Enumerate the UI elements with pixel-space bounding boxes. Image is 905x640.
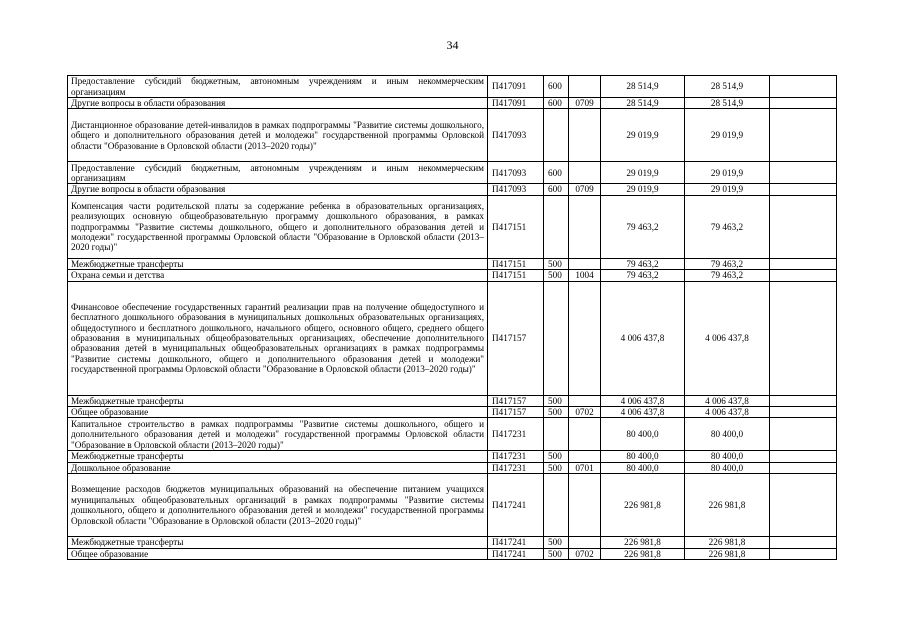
table-row: [68, 281, 837, 395]
row-amount-3: [770, 258, 837, 269]
row-target-code: П417231: [488, 451, 544, 462]
row-section-code: [569, 76, 601, 98]
row-expense-type: 600: [544, 162, 569, 184]
row-name: Межбюджетные трансферты: [68, 451, 488, 462]
row-amount-3: [770, 474, 837, 537]
row-amount-2: 80 400,0: [685, 451, 770, 462]
row-section-code: [569, 418, 601, 451]
row-target-code: П417093: [488, 109, 544, 162]
row-section-code: [569, 474, 601, 537]
row-amount-3: [770, 451, 837, 462]
row-amount-2: 79 463,2: [685, 258, 770, 269]
row-amount-2: 28 514,9: [685, 76, 770, 98]
row-target-code: П417241: [488, 537, 544, 548]
row-section-code: 0701: [569, 462, 601, 473]
row-amount-1: 79 463,2: [601, 270, 685, 281]
row-target-code: П417151: [488, 195, 544, 258]
row-target-code: П417151: [488, 258, 544, 269]
row-name: Предоставление субсидий бюджетным, автономным учреждениям и иным некоммерческим организациям: [68, 162, 488, 184]
row-section-code: [569, 537, 601, 548]
table-row: [68, 195, 837, 258]
row-target-code: П417093: [488, 184, 544, 195]
table-row: [68, 76, 837, 98]
row-amount-3: [770, 537, 837, 548]
row-name: Капитальное строительство в рамках подпрограммы "Развитие системы дошкольного, общего и дополнительного образования детей и молодежи" государственной программы Орловской области "Образование в Орловской области (2013–2020 годы)": [68, 418, 488, 451]
row-expense-type: [544, 281, 569, 395]
row-amount-3: [770, 76, 837, 98]
row-amount-2: 80 400,0: [685, 462, 770, 473]
row-amount-1: 4 006 437,8: [601, 407, 685, 418]
row-amount-1: 4 006 437,8: [601, 395, 685, 406]
row-amount-3: [770, 162, 837, 184]
row-expense-type: 500: [544, 451, 569, 462]
row-amount-1: 79 463,2: [601, 195, 685, 258]
row-name: Межбюджетные трансферты: [68, 537, 488, 548]
row-target-code: П417231: [488, 462, 544, 473]
row-amount-1: 29 019,9: [601, 184, 685, 195]
row-amount-3: [770, 98, 837, 109]
row-amount-2: 79 463,2: [685, 195, 770, 258]
row-name: Финансовое обеспечение государственных гарантий реализации прав на получение общедоступного и бесплатного дошкольного образования в муниципальных дошкольных образовательных организациях, общедоступного и бесплатного дошкольного, начального общего, основного общего, среднего общего образования в муниципальных общеобразовательных организациях, обеспечение дополнительного образования детей в муниципальных общеобразовательных организациях в рамках подпрограммы "Развитие системы дошкольного, общего и дополнительного образования детей и молодежи" государственной программы Орловской области "Образование в Орловской области (2013–2020 годы)": [68, 281, 488, 395]
row-amount-3: [770, 195, 837, 258]
row-section-code: [569, 258, 601, 269]
row-name: Компенсация части родительской платы за содержание ребенка в образовательных организациях, реализующих основную общеобразовательную программу дошкольного образования, в рамках подпрограммы "Развитие системы дошкольного, общего и дополнительного образования детей и молодежи" государственной программы Орловской области "Образование в Орловской области (2013–2020 годы)": [68, 195, 488, 258]
table-row: [68, 418, 837, 451]
table-row: [68, 270, 837, 281]
row-amount-1: 28 514,9: [601, 76, 685, 98]
row-amount-2: 29 019,9: [685, 109, 770, 162]
row-target-code: П417093: [488, 162, 544, 184]
row-section-code: 0709: [569, 184, 601, 195]
row-name: Другие вопросы в области образования: [68, 98, 488, 109]
row-section-code: [569, 162, 601, 184]
row-amount-3: [770, 184, 837, 195]
row-target-code: П417241: [488, 548, 544, 559]
budget-table-body: [68, 76, 837, 560]
row-amount-1: 226 981,8: [601, 548, 685, 559]
row-section-code: [569, 395, 601, 406]
row-amount-2: 79 463,2: [685, 270, 770, 281]
row-amount-2: 80 400,0: [685, 418, 770, 451]
row-section-code: [569, 451, 601, 462]
table-row: [68, 184, 837, 195]
row-amount-3: [770, 548, 837, 559]
row-amount-2: 29 019,9: [685, 184, 770, 195]
table-row: [68, 109, 837, 162]
row-expense-type: [544, 474, 569, 537]
row-expense-type: [544, 418, 569, 451]
row-target-code: П417151: [488, 270, 544, 281]
row-amount-2: 4 006 437,8: [685, 395, 770, 406]
row-expense-type: 500: [544, 407, 569, 418]
row-name: Межбюджетные трансферты: [68, 258, 488, 269]
row-amount-1: 226 981,8: [601, 474, 685, 537]
row-target-code: П417231: [488, 418, 544, 451]
row-amount-2: 4 006 437,8: [685, 407, 770, 418]
row-section-code: [569, 109, 601, 162]
row-amount-3: [770, 109, 837, 162]
row-amount-2: 4 006 437,8: [685, 281, 770, 395]
row-amount-2: 226 981,8: [685, 537, 770, 548]
row-name: Общее образование: [68, 548, 488, 559]
row-amount-1: 80 400,0: [601, 462, 685, 473]
row-amount-1: 28 514,9: [601, 98, 685, 109]
row-section-code: 0702: [569, 548, 601, 559]
page-number: 34: [446, 38, 459, 52]
row-expense-type: 600: [544, 76, 569, 98]
row-amount-2: 226 981,8: [685, 548, 770, 559]
row-expense-type: [544, 195, 569, 258]
table-row: [68, 395, 837, 406]
row-expense-type: 500: [544, 537, 569, 548]
row-name: Межбюджетные трансферты: [68, 395, 488, 406]
table-row: [68, 451, 837, 462]
table-row: [68, 98, 837, 109]
row-expense-type: 600: [544, 184, 569, 195]
row-amount-1: 79 463,2: [601, 258, 685, 269]
row-target-code: П417091: [488, 98, 544, 109]
row-amount-3: [770, 462, 837, 473]
row-name: Дошкольное образование: [68, 462, 488, 473]
row-expense-type: [544, 109, 569, 162]
row-target-code: П417241: [488, 474, 544, 537]
row-name: Другие вопросы в области образования: [68, 184, 488, 195]
row-section-code: 0702: [569, 407, 601, 418]
row-amount-1: 29 019,9: [601, 109, 685, 162]
row-amount-2: 28 514,9: [685, 98, 770, 109]
row-expense-type: 500: [544, 395, 569, 406]
row-amount-3: [770, 395, 837, 406]
table-row: [68, 474, 837, 537]
row-name: Предоставление субсидий бюджетным, автономным учреждениям и иным некоммерческим организациям: [68, 76, 488, 98]
row-expense-type: 500: [544, 258, 569, 269]
row-amount-3: [770, 407, 837, 418]
row-name: Возмещение расходов бюджетов муниципальных образований на обеспечение питанием учащихся муниципальных общеобразовательных организаций в рамках подпрограммы "Развитие системы дошкольного, общего и дополнительного образования детей и молодежи" государственной программы Орловской области "Образование в Орловской области (2013–2020 годы)": [68, 474, 488, 537]
row-amount-1: 4 006 437,8: [601, 281, 685, 395]
table-row: [68, 258, 837, 269]
row-section-code: 0709: [569, 98, 601, 109]
row-section-code: [569, 195, 601, 258]
row-expense-type: 500: [544, 548, 569, 559]
row-amount-2: 226 981,8: [685, 474, 770, 537]
row-expense-type: 600: [544, 98, 569, 109]
row-name: Охрана семьи и детства: [68, 270, 488, 281]
table-row: [68, 407, 837, 418]
row-target-code: П417157: [488, 407, 544, 418]
row-target-code: П417091: [488, 76, 544, 98]
row-amount-1: 226 981,8: [601, 537, 685, 548]
row-expense-type: 500: [544, 270, 569, 281]
row-amount-2: 29 019,9: [685, 162, 770, 184]
row-target-code: П417157: [488, 395, 544, 406]
row-amount-3: [770, 418, 837, 451]
row-section-code: 1004: [569, 270, 601, 281]
table-row: [68, 462, 837, 473]
row-expense-type: 500: [544, 462, 569, 473]
row-name: Дистанционное образование детей-инвалидов в рамках подпрограммы "Развитие системы дошкольного, общего и дополнительного образования детей и молодежи" государственной программы Орловской области "Образование в Орловской области (2013–2020 годы)": [68, 109, 488, 162]
row-target-code: П417157: [488, 281, 544, 395]
row-amount-3: [770, 270, 837, 281]
table-row: [68, 162, 837, 184]
row-amount-1: 80 400,0: [601, 418, 685, 451]
row-amount-3: [770, 281, 837, 395]
budget-table: [67, 75, 837, 560]
row-name: Общее образование: [68, 407, 488, 418]
row-amount-1: 80 400,0: [601, 451, 685, 462]
table-row: [68, 537, 837, 548]
row-section-code: [569, 281, 601, 395]
row-amount-1: 29 019,9: [601, 162, 685, 184]
table-row: [68, 548, 837, 559]
